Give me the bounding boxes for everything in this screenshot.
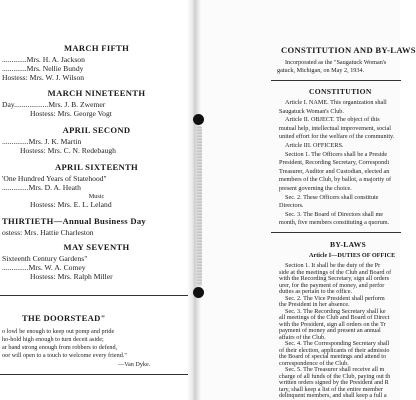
schedule-hostess: ostess: Mrs. Hattie Charleston (2, 228, 94, 237)
left-page (0, 0, 193, 400)
body-line: Article III. OFFICERS. (285, 142, 344, 149)
poem-line: oor will open to a touch to welcome every friend." (2, 352, 127, 359)
body-line: Sec. 2. These Officers shall constitute (285, 193, 379, 201)
body-line: Sec. 2. The Vice President shall perform (285, 294, 385, 302)
body-line: the President in her absence. (279, 301, 350, 308)
body-line: of their election, applicants of their admissio (279, 346, 390, 354)
schedule-line: Sixteenth Century Gardens" (2, 254, 88, 263)
body-line: Sec. 3. The Board of Directors shall me (285, 210, 383, 218)
schedule-hostess: Hostess: Mrs. E. L. Leland (30, 200, 112, 209)
schedule-heading-april-second: APRIL SECOND (62, 125, 131, 135)
body-line: month, five members constituting a quorum. (279, 219, 390, 227)
constitution-title: CONSTITUTION (309, 87, 372, 96)
poem-title: THE DOORSTEAD" (22, 313, 106, 323)
body-line: delinquent members, and shall keep a full a (279, 392, 387, 399)
schedule-line: 'One Hundred Years of Statehood" (2, 174, 107, 183)
body-line: Saugatuck Woman's Club. (279, 107, 344, 115)
body-line: with the President, sign all orders on the Tr (279, 320, 386, 328)
body-line: the Board of special meetings and attend to (279, 353, 387, 360)
body-line: members of the Club, by ballot, a majority of (279, 176, 392, 184)
poem-line: o lowl be enough to keep out pomp and pride (2, 328, 115, 335)
body-line: payment of money and present an annual (279, 327, 381, 334)
body-line: duties as pertain to the office. (279, 288, 353, 295)
constitution-bylaws-header: CONSTITUTION AND BY-LAWS (281, 45, 416, 55)
schedule-line: ..............Mrs. D. A. Heath (2, 183, 81, 192)
bylaws-article-heading: Article I—DUTIES OF OFFICE (309, 252, 396, 259)
schedule-hostess: Hostess: Mrs. Ralph Miller (30, 272, 113, 281)
section-rule (271, 80, 401, 81)
schedule-hostess: Hostess: Mrs. George Vogt (30, 109, 112, 118)
body-line: affairs of the Club. (279, 333, 326, 341)
schedule-heading-thirtieth: THIRTIETH—Annual Business Day (2, 216, 147, 226)
schedule-heading-march-nineteenth: MARCH NINETEENTH (47, 88, 146, 98)
body-line: Directors. (279, 202, 304, 210)
body-line: Article II. OBJECT. The object of this (285, 116, 380, 124)
binding-knot-top (193, 114, 204, 125)
body-line: present governing the choice. (279, 185, 352, 192)
schedule-music: Music (88, 193, 105, 200)
poem-attribution: —Van Dyke. (118, 361, 151, 368)
poem-line: ho-hold high enough to turn deceit aside; (2, 336, 104, 343)
body-line: Section 1. The Officers shall be a Preside (285, 150, 388, 158)
schedule-line: ..............Mrs. J. K. Martin (2, 137, 82, 146)
schedule-hostess: Hostess: Mrs. C. N. Redebaugh (20, 146, 116, 155)
poem-bottom-rule (0, 374, 188, 375)
right-page (193, 0, 416, 400)
section-rule (271, 232, 401, 233)
schedule-hostess: Hostess: Mrs. W. J. Wilson (2, 73, 85, 82)
body-line: all meetings of the Club and Board of Direct (279, 314, 390, 321)
incorporated-line: gatuck, Michigan, on May 2, 1934. (277, 67, 365, 74)
binding-cord (197, 126, 202, 286)
schedule-line: Day..................Mrs. J. B. Zwemer (2, 100, 106, 109)
schedule-heading-april-sixteenth: APRIL SIXTEENTH (54, 162, 139, 172)
bylaws-title: BY-LAWS (330, 240, 367, 249)
body-line: Sec. 3. The Recording Secretary shall ke (285, 307, 386, 315)
poem-line: ar band strong enough from robbers to defend, (2, 344, 118, 351)
body-line: Treasurer, Auditor and Custodian, elected an (279, 167, 390, 175)
body-line: written orders signed by the President and R (279, 379, 389, 386)
poem-top-rule (0, 295, 188, 296)
body-line: Sec. 4. The Corresponding Secretary shall (285, 340, 390, 347)
body-line: mutual help, intellectual improvement, social (279, 124, 392, 132)
body-line: Sec. 5. The Treasurer shall receive all m (285, 366, 385, 373)
schedule-line: ..............Mrs. W. A. Comey (2, 263, 86, 272)
schedule-heading-march-fifth: MARCH FIFTH (63, 43, 130, 53)
body-line: united effort for the welfare of the community. (279, 133, 395, 141)
binding-knot-bottom (193, 287, 204, 298)
body-line: President, Recording Secretary, Correspondi (279, 159, 390, 167)
body-line: charge of all funds of the Club, paying out th (279, 372, 391, 380)
body-line: tary, shall keep a list of the entire member (279, 385, 383, 393)
incorporated-line: Incorporated as the "Saugatuck Woman's (285, 59, 387, 66)
body-line: side at the meetings of the Club and Board of (279, 268, 392, 276)
body-line: Article I. NAME. This organization shall (285, 99, 387, 106)
schedule-line: .............Mrs. Nellie Bundy (2, 64, 84, 73)
schedule-heading-may-seventh: MAY SEVENTH (63, 242, 130, 252)
body-line: with the Recording Secretary, sign all orders (279, 275, 390, 282)
body-line: Section 1. It shall be the duty of the Pr (285, 262, 381, 269)
body-line: correspondence of the Club. (279, 359, 349, 367)
body-line: urer, for the payment of money, and perfor (279, 281, 385, 289)
schedule-line: .............Mrs. H. A. Jackson (2, 55, 85, 64)
